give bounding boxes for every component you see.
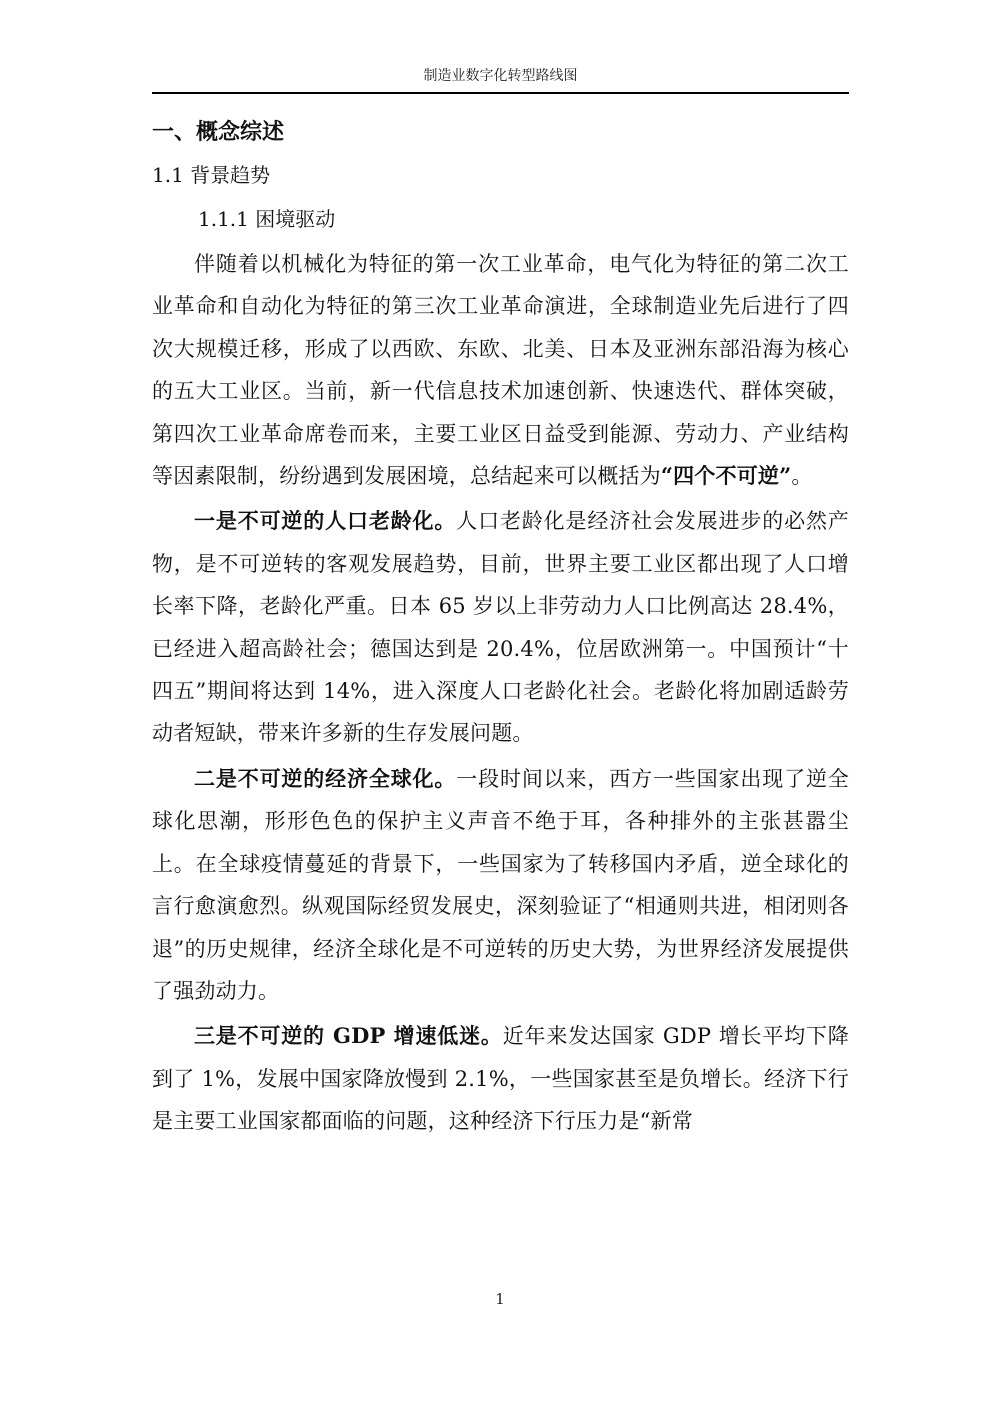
globalization-paragraph <box>152 758 849 1012</box>
gdp-lead: 三是不可逆的 GDP 增速低迷。 <box>194 1023 503 1049</box>
aging-lead: 一是不可逆的人口老龄化。 <box>194 508 457 534</box>
aging-body: 人口老龄化是经济社会发展进步的必然产物，是不可逆转的客观发展趋势，目前，世界主要工业区都出现了人口增长率下降，老龄化严重。日本 65 岁以上非劳动力人口比例高达 28.4%，已经进入超高龄社会；德国达到是 20.4%，位居欧洲第一。中国预计“十四五”期间将达到 14%，进入深度人口老龄化社会。老龄化将加剧适龄劳动者短缺，带来许多新的生存发展问题。 <box>152 509 849 746</box>
intro-paragraph <box>152 243 849 497</box>
running-header: 制造业数字化转型路线图 <box>423 68 578 84</box>
subsection-heading: 1.1 背景趋势 <box>152 163 271 187</box>
section-heading: 一、概念综述 <box>152 120 285 145</box>
gdp-paragraph <box>152 1015 849 1142</box>
intro-text: 伴随着以机械化为特征的第一次工业革命，电气化为特征的第二次工业革命和自动化为特征的第三次工业革命演进，全球制造业先后进行了四次大规模迁移，形成了以西欧、东欧、北美、日本及亚洲东部沿海为核心的五大工业区。当前，新一代信息技术加速创新、快速迭代、群体突破，第四次工业革命席卷而来，主要工业区日益受到能源、劳动力、产业结构等因素限制，纷纷遇到发展困境，总结起来可以概括为 <box>152 252 849 489</box>
gdp-body: 近年来发达国家 GDP 增长平均下降到了 1%，发展中国家降放慢到 2.1%，一些国家甚至是负增长。经济下行是主要工业国家都面临的问题，这种经济下行压力是“新常 <box>152 1024 849 1134</box>
page-number: 1 <box>495 1290 505 1308</box>
globalization-body: 一段时间以来，西方一些国家出现了逆全球化思潮，形形色色的保护主义声音不绝于耳，各种排外的主张甚嚣尘上。在全球疫情蔓延的背景下，一些国家为了转移国内矛盾，逆全球化的言行愈演愈烈。纵观国际经贸发展史，深刻验证了“相通则共进，相闭则各退”的历史规律，经济全球化是不可逆转的历史大势，为世界经济发展提供了强劲动力。 <box>152 766 849 1003</box>
header-rule <box>152 92 849 94</box>
subsubsection-heading: 1.1.1 困境驱动 <box>198 207 336 231</box>
intro-end: 。 <box>791 464 813 489</box>
aging-paragraph <box>152 500 849 754</box>
globalization-lead: 二是不可逆的经济全球化。 <box>194 765 457 791</box>
intro-emphasis: “四个不可逆” <box>660 463 792 489</box>
page-content <box>152 117 849 1146</box>
